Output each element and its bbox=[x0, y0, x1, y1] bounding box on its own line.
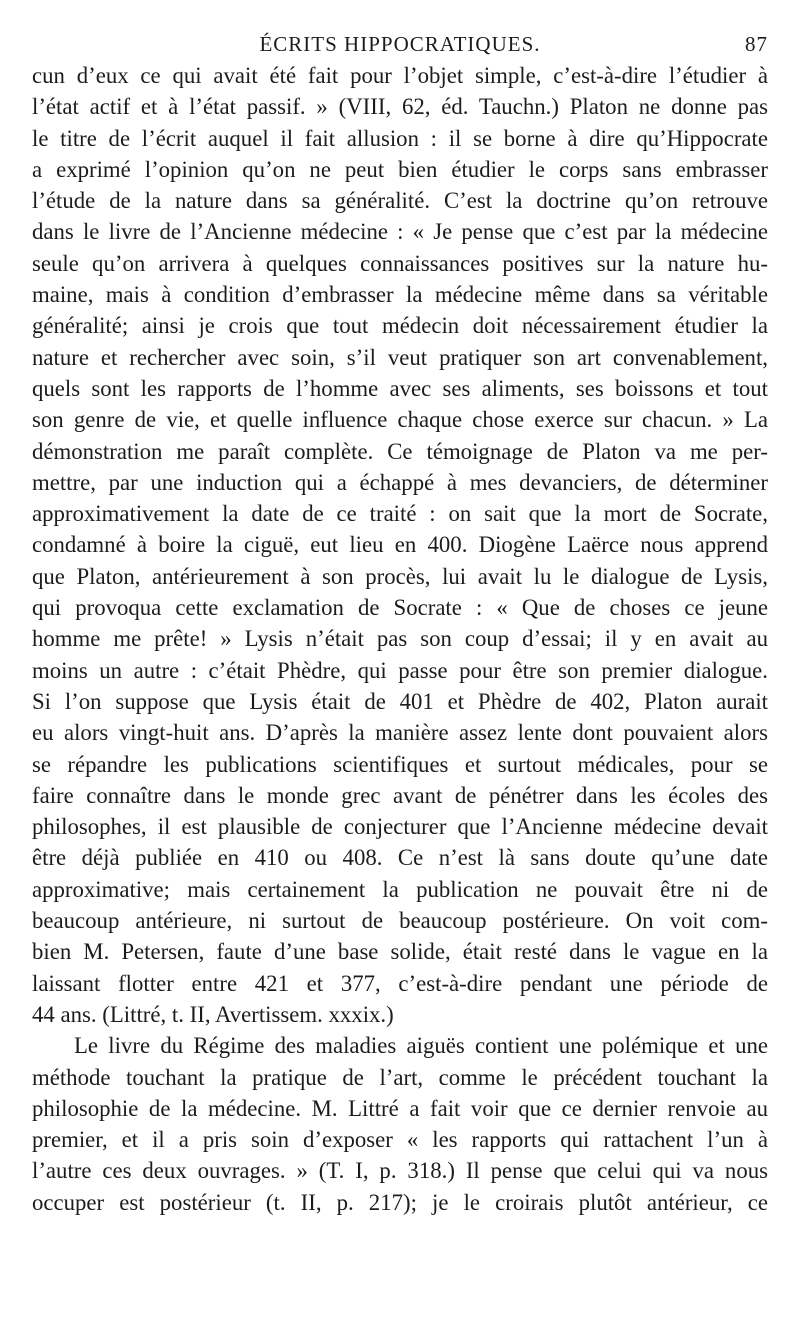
text-line: seule qu’on arrivera à quelques connaissances positives sur la nature hu- bbox=[32, 250, 768, 276]
running-head bbox=[32, 28, 768, 60]
text-line: qui provoqua cette exclamation de Socrate : « Que de choses ce jeune bbox=[32, 595, 768, 621]
text-line: condamné à boire la ciguë, eut lieu en 400. Diogène Laërce nous apprend bbox=[32, 532, 768, 558]
text-line: homme me prête! » Lysis n’était pas son coup d’essai; il y en avait au bbox=[32, 626, 768, 652]
text-line: laissant flotter entre 421 et 377, c’est-à-dire pendant une période de bbox=[32, 970, 768, 996]
text-line: mettre, par une induction qui a échappé à mes devanciers, de déterminer bbox=[32, 469, 768, 495]
body-text bbox=[32, 60, 768, 1218]
text-line: le titre de l’écrit auquel il fait allusion : il se borne à dire qu’Hippocrate bbox=[32, 125, 768, 151]
text-line: quels sont les rapports de l’homme avec ses aliments, ses boissons et tout bbox=[32, 375, 768, 401]
text-line: premier, et il a pris soin d’exposer « les rapports qui rattachent l’un à bbox=[32, 1127, 768, 1153]
text-line: Le livre du Régime des maladies aiguës contient une polémique et une bbox=[74, 1033, 768, 1059]
text-line: l’étude de la nature dans sa généralité. C’est la doctrine qu’on retrouve bbox=[32, 188, 768, 214]
text-line: généralité; ainsi je crois que tout médecin doit nécessairement étudier la bbox=[32, 313, 768, 339]
text-line: nature et rechercher avec soin, s’il veut pratiquer son art convenablement, bbox=[32, 344, 768, 370]
book-page bbox=[32, 28, 768, 1218]
text-line: dans le livre de l’Ancienne médecine : « Je pense que c’est par la médecine bbox=[32, 219, 768, 245]
text-line: bien M. Petersen, faute d’une base solide, était resté dans le vague en la bbox=[32, 939, 768, 965]
text-line: eu alors vingt-huit ans. D’après la manière assez lente dont pouvaient alors bbox=[32, 720, 768, 746]
text-line: l’autre ces deux ouvrages. » (T. I, p. 318.) Il pense que celui qui va nous bbox=[32, 1158, 768, 1184]
text-line: 44 ans. (Littré, t. II, Avertissem. xxxix.) bbox=[32, 1001, 394, 1027]
text-line: approximativement la date de ce traité : on sait que la mort de Socrate, bbox=[32, 501, 768, 527]
text-line: démonstration me paraît complète. Ce témoignage de Platon va me per- bbox=[32, 438, 768, 464]
text-line: approximative; mais certainement la publication ne pouvait être ni de bbox=[32, 876, 768, 902]
text-line: se répandre les publications scientifiques et surtout médicales, pour se bbox=[32, 751, 768, 777]
running-title: ÉCRITS HIPPOCRATIQUES. bbox=[259, 32, 541, 56]
text-line: méthode touchant la pratique de l’art, comme le précédent touchant la bbox=[32, 1064, 768, 1090]
text-line: cun d’eux ce qui avait été fait pour l’objet simple, c’est-à-dire l’étudier à bbox=[32, 63, 768, 88]
text-line: Si l’on suppose que Lysis était de 401 et Phèdre de 402, Platon aurait bbox=[32, 688, 768, 714]
text-line: a exprimé l’opinion qu’on ne peut bien étudier le corps sans embrasser bbox=[32, 156, 768, 182]
text-line: occuper est postérieur (t. II, p. 217); je le croirais plutôt antérieur, ce bbox=[32, 1189, 768, 1215]
text-line: son genre de vie, et quelle influence chaque chose exerce sur chacun. » La bbox=[32, 407, 768, 433]
text-line: moins un autre : c’était Phèdre, qui passe pour être son premier dialogue. bbox=[32, 657, 768, 683]
text-line: faire connaître dans le monde grec avant de pénétrer dans les écoles des bbox=[32, 782, 768, 808]
text-line: beaucoup antérieure, ni surtout de beaucoup postérieure. On voit com- bbox=[32, 908, 768, 934]
text-line: l’état actif et à l’état passif. » (VIII, 62, éd. Tauchn.) Platon ne donne pas bbox=[32, 94, 768, 120]
text-line: être déjà publiée en 410 ou 408. Ce n’est là sans doute qu’une date bbox=[32, 845, 768, 871]
text-line: philosophie de la médecine. M. Littré a fait voir que ce dernier renvoie au bbox=[32, 1095, 768, 1121]
text-line: que Platon, antérieurement à son procès, lui avait lu le dialogue de Lysis, bbox=[32, 563, 768, 589]
paragraph-1 bbox=[32, 60, 768, 1030]
text-line: philosophes, il est plausible de conjecturer que l’Ancienne médecine devait bbox=[32, 814, 768, 840]
text-line: maine, mais à condition d’embrasser la médecine même dans sa véritable bbox=[32, 282, 768, 308]
paragraph-2 bbox=[32, 1030, 768, 1218]
page-number: 87 bbox=[745, 32, 768, 56]
